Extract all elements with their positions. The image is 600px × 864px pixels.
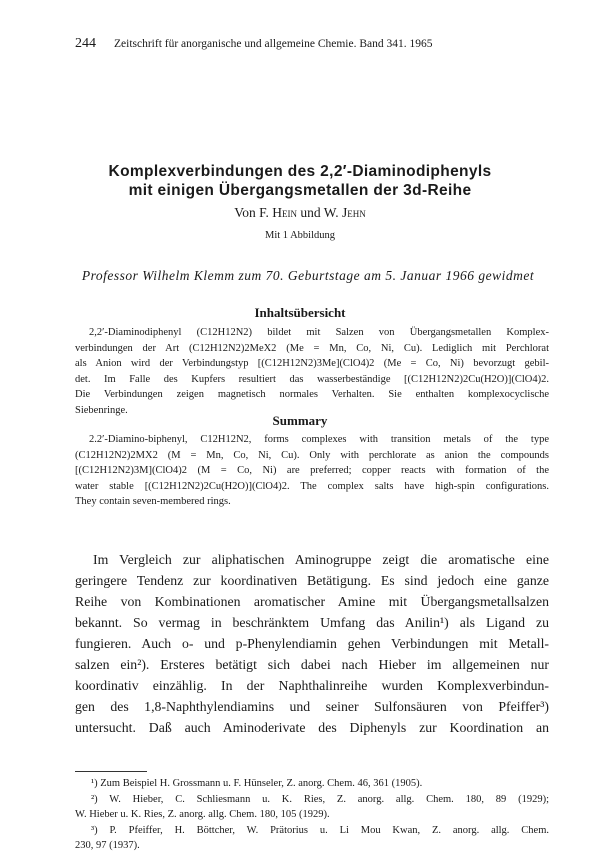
- abstract-de-line: Siebenringe.: [75, 404, 128, 416]
- author-prefix: Von F.: [234, 205, 269, 220]
- abstract-de-heading: Inhaltsübersicht: [254, 305, 346, 320]
- abstract-en-text: [75, 432, 549, 510]
- author-2-surname: Jehn: [342, 205, 366, 220]
- journal-title: Zeitschrift für anorganische und allgemeine Chemie. Band 341. 1965: [114, 38, 433, 50]
- footnote-line: 230, 97 (1937).: [75, 840, 140, 852]
- abstract-de-line: verbindungen der Art (C12H12N2)2MeX2 (Me = Mn, Co, Ni, Cu). Lediglich mit Perchlorat: [75, 342, 549, 354]
- body-line: Reihe von Kombinationen aromatischer Amine mit Übergangsmetallsalzen: [75, 594, 549, 609]
- body-line: salzen ein²). Ersteres betätigt sich dabei nach Hieber im allgemeinen nur: [75, 657, 549, 672]
- abstract-de-line: als Anion wird der Verbindungstyp [(C12H12N2)3Me](ClO4)2 (Me = Co, Ni) bevorzugt gebil-: [75, 358, 549, 370]
- body-line: gen des 1,8-Naphthylendiamins und seiner Sulfonsäuren von Pfeiffer³): [75, 699, 549, 714]
- abstract-en-line: They contain seven-membered rings.: [75, 496, 231, 508]
- abstract-en-line: water stable [(C12H12N2)2Cu(H2O)](ClO4)2. The complex salts have high-spin configurations.: [75, 480, 549, 492]
- author-1-surname: Hein: [272, 205, 298, 220]
- running-head: [75, 36, 545, 52]
- body-line: Im Vergleich zur aliphatischen Aminogruppe zeigt die aromatische eine: [93, 552, 549, 567]
- title-block: [0, 162, 600, 241]
- author-line: [0, 205, 600, 221]
- title-line-2: mit einigen Übergangsmetallen der 3d-Reihe: [128, 182, 472, 199]
- author-connector: und W.: [300, 205, 339, 220]
- abstract-en-heading: Summary: [272, 413, 328, 428]
- body-line: koordinativ einzählig. In der Naphthalinreihe wurden Komplexverbindun-: [75, 678, 549, 693]
- body-line: fungieren. Auch o- und p-Phenylendiamin gehen Verbindungen mit Metall-: [75, 636, 549, 651]
- body-line: geringere Tendenz zur koordinativen Betätigung. Es sind jedoch eine ganze: [75, 573, 549, 588]
- body-text: [75, 549, 549, 738]
- body-line: bekannt. So vermag in beschränktem Umfang das Anilin¹) als Ligand zu: [75, 615, 549, 630]
- dedication: Professor Wilhelm Klemm zum 70. Geburtstage am 5. Januar 1966 gewidmet: [81, 268, 535, 283]
- title-line-1: Komplexverbindungen des 2,2′-Diaminodiphenyls: [108, 163, 492, 180]
- figures-note: Mit 1 Abbildung: [264, 230, 335, 241]
- abstract-de-text: [75, 325, 549, 419]
- footnote-line: ³) P. Pfeiffer, H. Böttcher, W. Prätorius u. Li Mou Kwan, Z. anorg. allg. Chem.: [91, 824, 549, 836]
- abstract-en-line: [(C12H12N2)3M](ClO4)2 (M = Co, Ni) are preferred; copper reacts with formation of the: [75, 465, 549, 477]
- footnotes: [75, 776, 549, 854]
- abstract-en-line: 2.2′-Diamino-biphenyl, C12H12N2, forms complexes with transition metals of the type: [89, 434, 549, 445]
- abstract-en-line: (C12H12N2)2MX2 (M = Mn, Co, Ni, Cu). Only with perchlorate as anion the compounds: [75, 449, 549, 461]
- article-title: [0, 162, 600, 200]
- abstract-de-line: det. Im Falle des Kupfers resultiert das wasserbeständige [(C12H12N2)2Cu(H2O)](ClO4)2.: [75, 373, 549, 385]
- footnote-rule: [75, 771, 147, 772]
- footnote-line: ¹) Zum Beispiel H. Grossmann u. F. Hünseler, Z. anorg. Chem. 46, 361 (1905).: [91, 778, 423, 789]
- abstract-de-line: 2,2′-Diaminodiphenyl (C12H12N2) bildet mit Salzen von Übergangsmetallen Komplex-: [89, 327, 549, 338]
- page-number: 244: [75, 36, 96, 51]
- abstract-de-line: Die Verbindungen zeigen magnetisch normales Verhalten. Sie enthalten komplexocyclische: [75, 389, 549, 401]
- footnote-line: ²) W. Hieber, C. Schliesmann u. K. Ries, Z. anorg. allg. Chem. 180, 89 (1929);: [91, 793, 549, 805]
- footnote-line: W. Hieber u. K. Ries, Z. anorg. allg. Chem. 180, 105 (1929).: [75, 809, 330, 821]
- body-line: untersucht. Daß auch Aminoderivate des Diphenyls zur Koordination an: [75, 720, 549, 735]
